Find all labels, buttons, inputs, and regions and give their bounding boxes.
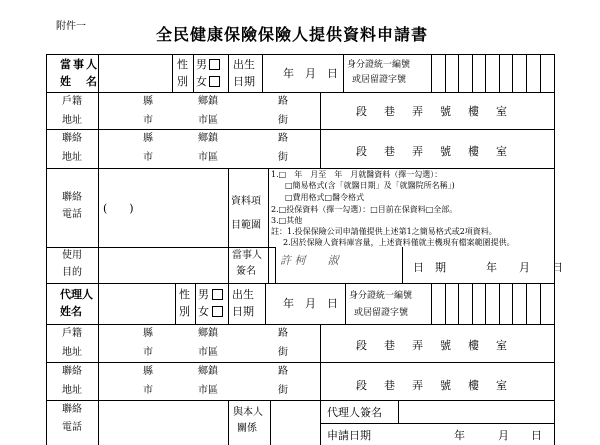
male-label: 男 — [196, 58, 207, 71]
data-item-1: 1.□ 年 月至 年 月就醫資料（擇一勾選）： — [271, 170, 443, 179]
cell-divider — [320, 324, 321, 400]
district-label: 市區 — [198, 152, 218, 163]
id-digit-divider — [540, 54, 541, 92]
city-label: 市 — [143, 347, 153, 358]
female-label: 女 — [198, 305, 209, 318]
district-label: 市區 — [198, 385, 218, 396]
data-item-2: 2.□投保資料（擇一勾選）：□目前在保資料□全部。 — [271, 205, 458, 214]
township-label: 鄉鎮 — [198, 96, 218, 107]
gender-label: 別 — [177, 75, 188, 88]
gender-label: 性 — [177, 58, 188, 71]
cell-divider — [228, 54, 229, 92]
row-divider — [46, 129, 555, 130]
agent-label: 姓名 — [60, 305, 82, 318]
id-digit-divider — [431, 283, 432, 324]
city-label: 市 — [143, 385, 153, 396]
date-field[interactable]: 年 月 日 — [486, 261, 563, 274]
id-digit-divider — [512, 283, 513, 324]
district-label: 市區 — [198, 347, 218, 358]
label-column-divider — [98, 54, 99, 445]
household-address-label: 地址 — [62, 115, 82, 126]
cell-divider — [228, 400, 229, 445]
purpose-label: 目的 — [62, 267, 82, 278]
cell-divider — [172, 54, 173, 92]
county-label: 縣 — [143, 133, 153, 144]
cell-divider — [320, 92, 321, 168]
township-label: 鄉鎮 — [198, 328, 218, 339]
household-address-label: 地址 — [62, 347, 82, 358]
contact-address-label: 聯絡 — [62, 366, 82, 377]
relation-label: 關係 — [237, 423, 257, 434]
cell-divider — [402, 247, 403, 283]
county-label: 縣 — [143, 96, 153, 107]
female-checkbox[interactable] — [212, 306, 223, 317]
cell-divider — [228, 168, 229, 247]
male-checkbox[interactable] — [212, 289, 223, 300]
id-digit-divider — [485, 54, 486, 92]
note-1: 註：1.投保保險公司申請僅提供上述第1之簡易格式或2項資料。 — [271, 227, 497, 236]
cell-divider — [265, 283, 266, 324]
birth-date-field[interactable]: 年 月 日 — [283, 67, 338, 80]
cell-divider — [268, 168, 269, 247]
apply-date-field[interactable]: 年 月 日 — [454, 429, 542, 442]
id-digit-divider — [526, 54, 527, 92]
cell-divider — [345, 283, 346, 324]
apply-date-label: 申請日期 — [327, 429, 371, 442]
phone-label: 聯絡 — [62, 404, 82, 415]
cell-divider — [228, 247, 229, 283]
cell-divider — [175, 283, 176, 324]
row-divider — [320, 423, 555, 424]
address-tail-label: 段 巷 弄 號 樓 室 — [356, 105, 510, 118]
contact-address-label: 地址 — [62, 385, 82, 396]
birth-date-field[interactable]: 年 月 日 — [283, 297, 338, 310]
data-range-label: 目範圍 — [231, 220, 261, 231]
female-label: 女 — [196, 75, 207, 88]
id-digit-divider — [485, 283, 486, 324]
agent-signature-label: 代理人簽名 — [327, 406, 382, 419]
birth-label: 日期 — [232, 305, 254, 318]
row-divider — [46, 283, 555, 284]
data-item-1-fee: □費用格式□醫令格式 — [285, 193, 365, 202]
phone-field[interactable]: ( ) — [103, 202, 134, 215]
note-2: 2.因於保險人資料庫容量，上述資料僅就主機現有檔案範圍提供。 — [283, 238, 515, 247]
household-address-label: 戶籍 — [62, 328, 82, 339]
id-label: 身分證統一編號 — [347, 60, 411, 70]
row-divider — [46, 324, 555, 325]
cell-divider — [262, 54, 263, 92]
id-label: 或居留證字號 — [352, 75, 407, 85]
address-tail-label: 段 巷 弄 號 樓 室 — [356, 145, 510, 158]
id-label: 身分證統一編號 — [349, 291, 413, 301]
district-label: 市區 — [198, 115, 218, 126]
row-divider — [46, 247, 276, 248]
city-label: 市 — [143, 152, 153, 163]
id-digit-divider — [445, 283, 446, 324]
female-checkbox[interactable] — [209, 76, 220, 87]
male-checkbox[interactable] — [209, 59, 220, 70]
road-label: 路 — [278, 366, 288, 377]
household-address-label: 戶籍 — [62, 96, 82, 107]
party-signature-label: 簽名 — [236, 266, 256, 277]
id-digit-divider — [512, 54, 513, 92]
data-item-3: 3.□其他 — [271, 216, 303, 225]
id-digit-divider — [431, 54, 432, 92]
party-signature-label: 當事人 — [232, 250, 262, 261]
id-digit-divider — [472, 54, 473, 92]
date-label: 日 期 — [413, 261, 446, 274]
gender-label: 性 — [179, 288, 190, 301]
city-label: 市 — [143, 115, 153, 126]
cell-divider — [268, 247, 269, 283]
phone-label: 聯絡 — [62, 192, 82, 203]
cell-divider — [195, 283, 196, 324]
id-digit-divider — [540, 283, 541, 324]
page-title: 全民健康保險保險人提供資料申請書 — [156, 25, 429, 44]
row-divider — [46, 362, 555, 363]
gender-label: 別 — [179, 305, 190, 318]
phone-label: 電話 — [62, 209, 82, 220]
party-label: 姓 名 — [60, 75, 99, 88]
purpose-label: 使用 — [62, 250, 82, 261]
cell-divider — [193, 54, 194, 92]
party-label: 當事人 — [60, 58, 99, 71]
road-label: 路 — [278, 328, 288, 339]
township-label: 鄉鎮 — [198, 133, 218, 144]
id-digit-divider — [526, 283, 527, 324]
street-label: 街 — [278, 385, 288, 396]
table-top-border — [46, 54, 555, 55]
handwritten-signature: 許 柯 淑 — [280, 254, 339, 267]
county-label: 縣 — [143, 366, 153, 377]
id-digit-divider — [499, 54, 500, 92]
cell-divider — [320, 400, 321, 445]
id-digit-divider — [458, 54, 459, 92]
street-label: 街 — [278, 115, 288, 126]
county-label: 縣 — [143, 328, 153, 339]
relation-label: 與本人 — [233, 407, 263, 418]
address-tail-label: 段 巷 弄 號 樓 室 — [356, 339, 510, 352]
address-tail-label: 段 巷 弄 號 樓 室 — [356, 379, 510, 392]
id-label: 或居留證字號 — [354, 308, 409, 318]
street-label: 街 — [278, 347, 288, 358]
row-divider — [46, 92, 555, 93]
id-digit-divider — [445, 54, 446, 92]
cell-divider — [275, 247, 276, 283]
township-label: 鄉鎮 — [198, 366, 218, 377]
data-range-label: 資料項 — [231, 196, 261, 207]
agent-label: 代理人 — [60, 288, 93, 301]
road-label: 路 — [278, 133, 288, 144]
contact-address-label: 聯絡 — [62, 133, 82, 144]
id-digit-divider — [499, 283, 500, 324]
id-digit-divider — [458, 283, 459, 324]
birth-label: 日期 — [233, 75, 255, 88]
cell-divider — [270, 400, 271, 445]
row-divider — [46, 400, 555, 401]
male-label: 男 — [198, 288, 209, 301]
cell-divider — [343, 54, 344, 92]
phone-label: 電話 — [62, 422, 82, 433]
table-right-border — [554, 54, 555, 445]
table-left-border — [46, 54, 47, 445]
birth-label: 出生 — [232, 288, 254, 301]
data-item-1-simple: □簡易格式(含「就醫日期」及「就醫院所名稱」) — [285, 181, 455, 190]
birth-label: 出生 — [233, 58, 255, 71]
annex-label: 附件一 — [56, 21, 86, 32]
id-digit-divider — [472, 283, 473, 324]
street-label: 街 — [278, 152, 288, 163]
row-divider — [46, 168, 555, 169]
cell-divider — [228, 283, 229, 324]
contact-address-label: 地址 — [62, 152, 82, 163]
road-label: 路 — [278, 96, 288, 107]
cell-divider — [398, 400, 399, 423]
